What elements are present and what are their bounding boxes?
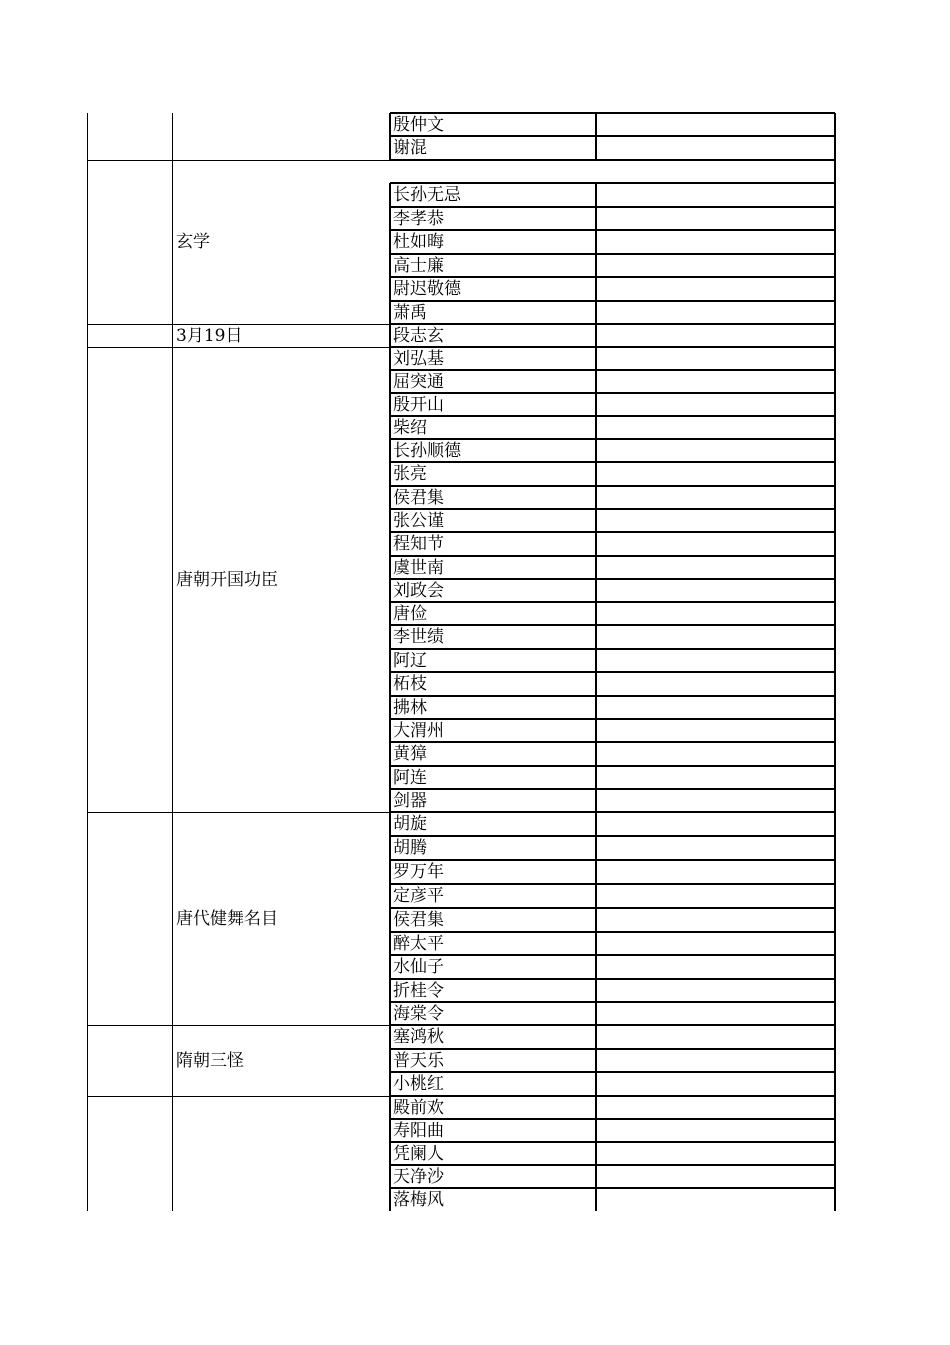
row-border xyxy=(390,112,835,114)
name-cell: 阿辽 xyxy=(393,651,427,671)
row-border xyxy=(390,601,835,603)
name-cell: 塞鸿秋 xyxy=(393,1027,444,1047)
row-border xyxy=(390,206,835,208)
name-cell: 胡腾 xyxy=(393,838,427,858)
name-cell: 侯君集 xyxy=(393,910,444,930)
row-border xyxy=(390,485,835,487)
row-border xyxy=(390,1187,835,1189)
row-border xyxy=(390,229,835,231)
column-border xyxy=(87,113,88,1211)
name-cell: 萧禹 xyxy=(393,303,427,323)
group-border xyxy=(87,1025,390,1026)
category-label: 隋朝三怪 xyxy=(176,1050,244,1071)
row-border xyxy=(390,624,835,626)
row-border xyxy=(390,978,835,980)
row-border xyxy=(390,1048,835,1050)
row-border xyxy=(390,648,835,650)
row-border xyxy=(390,931,835,933)
name-cell: 阿连 xyxy=(393,768,427,788)
name-cell: 剑器 xyxy=(393,791,427,811)
row-border xyxy=(390,954,835,956)
name-cell: 折桂令 xyxy=(393,981,444,1001)
name-cell: 殿前欢 xyxy=(393,1098,444,1118)
category-label: 3月19日 xyxy=(176,325,243,346)
row-border xyxy=(390,883,835,885)
row-border xyxy=(390,859,835,861)
row-border xyxy=(390,555,835,557)
name-cell: 天净沙 xyxy=(393,1167,444,1187)
group-border xyxy=(87,160,390,161)
row-border xyxy=(390,135,835,137)
name-cell: 李世绩 xyxy=(393,627,444,647)
column-border xyxy=(595,183,597,1211)
name-cell: 小桃红 xyxy=(393,1074,444,1094)
row-border xyxy=(390,1024,835,1026)
name-cell: 定彦平 xyxy=(393,886,444,906)
row-border xyxy=(390,1141,835,1143)
row-border xyxy=(390,695,835,697)
name-cell: 普天乐 xyxy=(393,1051,444,1071)
row-border xyxy=(390,369,835,371)
row-border xyxy=(390,578,835,580)
name-cell: 海棠令 xyxy=(393,1004,444,1024)
name-cell: 侯君集 xyxy=(393,488,444,508)
row-border xyxy=(390,718,835,720)
name-cell: 唐俭 xyxy=(393,604,427,624)
name-cell: 殷仲文 xyxy=(393,115,444,135)
name-cell: 寿阳曲 xyxy=(393,1121,444,1141)
column-border xyxy=(389,183,391,1211)
name-cell: 胡旋 xyxy=(393,814,427,834)
name-cell: 段志玄 xyxy=(393,326,444,346)
name-cell: 虞世南 xyxy=(393,558,444,578)
name-cell: 张公谨 xyxy=(393,511,444,531)
row-border xyxy=(390,159,835,161)
row-border xyxy=(390,415,835,417)
group-border xyxy=(87,812,390,813)
row-border xyxy=(390,835,835,837)
row-border xyxy=(390,300,835,302)
group-border xyxy=(87,347,390,348)
name-cell: 屈突通 xyxy=(393,372,444,392)
row-border xyxy=(390,811,835,813)
row-border xyxy=(390,1164,835,1166)
name-cell: 罗万年 xyxy=(393,862,444,882)
row-border xyxy=(390,1118,835,1120)
name-cell: 长孙无忌 xyxy=(393,185,461,205)
name-cell: 水仙子 xyxy=(393,957,444,977)
name-cell: 落梅风 xyxy=(393,1190,444,1210)
name-cell: 柘枝 xyxy=(393,674,427,694)
name-cell: 黄獐 xyxy=(393,744,427,764)
name-cell: 殷开山 xyxy=(393,395,444,415)
row-border xyxy=(390,323,835,325)
row-border xyxy=(390,1071,835,1073)
row-border xyxy=(390,671,835,673)
name-cell: 柴绍 xyxy=(393,418,427,438)
name-cell: 李孝恭 xyxy=(393,209,444,229)
category-label: 唐代健舞名目 xyxy=(176,908,278,929)
name-cell: 长孙顺德 xyxy=(393,441,461,461)
category-label: 玄学 xyxy=(176,232,210,252)
name-cell: 刘弘基 xyxy=(393,349,444,369)
name-cell: 谢混 xyxy=(393,138,427,158)
row-border xyxy=(390,1001,835,1003)
row-border xyxy=(390,531,835,533)
name-cell: 拂林 xyxy=(393,698,427,718)
row-border xyxy=(390,508,835,510)
name-cell: 高士廉 xyxy=(393,256,444,276)
row-border xyxy=(390,788,835,790)
row-border xyxy=(390,765,835,767)
name-cell: 程知节 xyxy=(393,534,444,554)
name-cell: 大渭州 xyxy=(393,721,444,741)
name-cell: 凭阑人 xyxy=(393,1144,444,1164)
row-border xyxy=(390,1095,835,1097)
row-border xyxy=(390,346,835,348)
group-border xyxy=(87,1096,390,1097)
row-border xyxy=(390,741,835,743)
row-border xyxy=(390,253,835,255)
name-cell: 刘政会 xyxy=(393,581,444,601)
name-cell: 醉太平 xyxy=(393,934,444,954)
category-label: 唐朝开国功臣 xyxy=(176,569,278,590)
column-border xyxy=(172,113,173,1211)
name-cell: 尉迟敬德 xyxy=(393,279,461,299)
name-cell: 张亮 xyxy=(393,464,427,484)
row-border xyxy=(390,907,835,909)
row-border xyxy=(390,392,835,394)
name-cell: 杜如晦 xyxy=(393,232,444,252)
